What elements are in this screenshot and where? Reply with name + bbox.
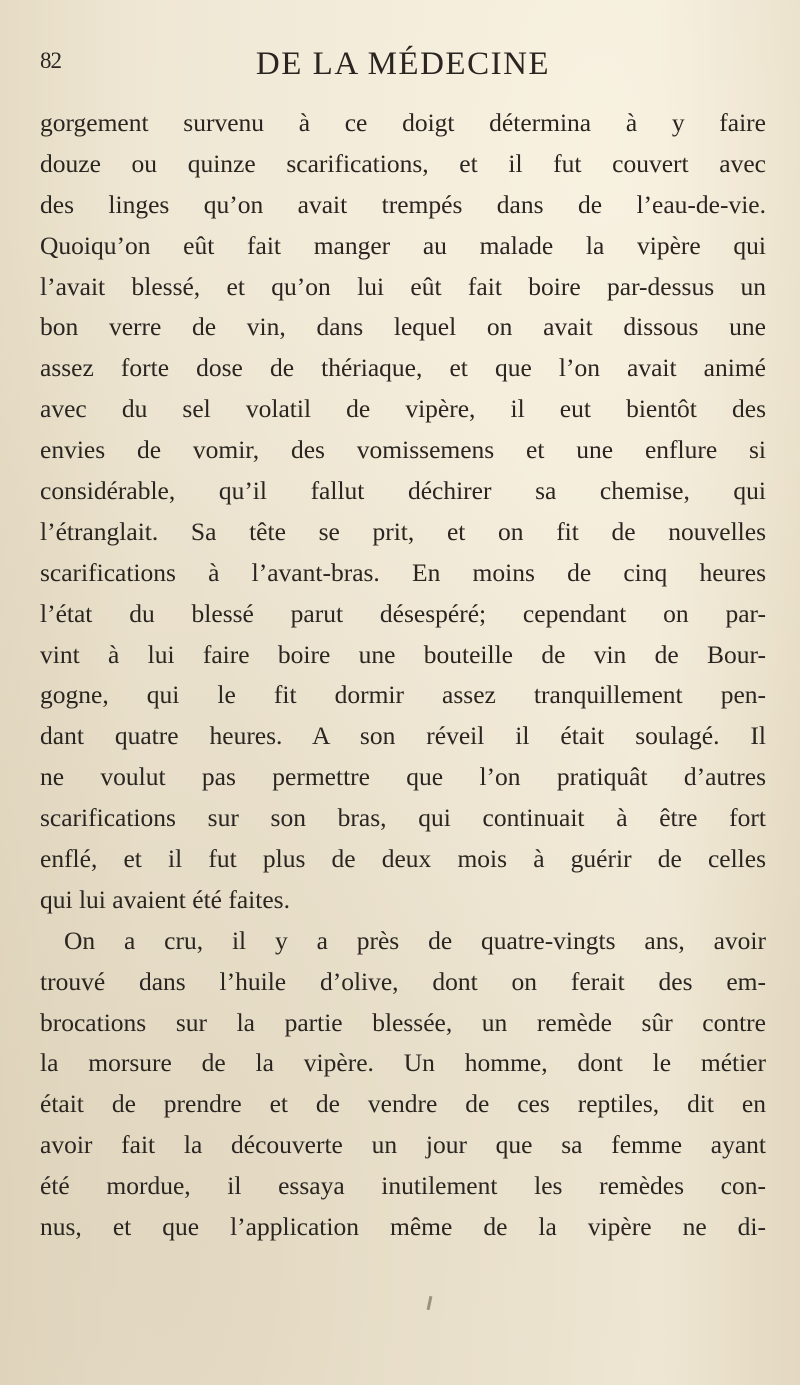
text-line: gorgement survenu à ce doigt détermina à y faire — [40, 108, 766, 137]
text-line: nus, et que l’application même de la vipère ne di- — [40, 1212, 766, 1242]
text-line: trouvé dans l’huile d’olive, dont on ferait des em- — [40, 966, 766, 996]
text-line: vint à lui faire boire une bouteille de vin de Bour- — [40, 639, 766, 669]
text-line: enflé, et il fut plus de deux mois à guérir de celles — [40, 844, 766, 874]
paragraph-end-line: qui lui avaient été faites. — [40, 884, 290, 914]
text-line: douze ou quinze scarifications, et il fut couvert avec — [40, 148, 766, 178]
text-line: était de prendre et de vendre de ces reptiles, dit en — [40, 1089, 766, 1119]
text-line: bon verre de vin, dans lequel on avait dissous une — [40, 312, 766, 342]
body-text — [40, 103, 766, 1248]
text-line: l’étranglait. Sa tête se prit, et on fit de nouvelles — [40, 516, 766, 546]
text-line: brocations sur la partie blessée, un remède sûr contre — [40, 1007, 766, 1037]
text-line: été mordue, il essaya inutilement les remèdes con- — [40, 1171, 766, 1201]
page-header — [40, 46, 760, 90]
text-line: dant quatre heures. A son réveil il était soulagé. Il — [40, 721, 766, 751]
text-line: avec du sel volatil de vipère, il eut bientôt des — [40, 394, 766, 424]
text-line: gogne, qui le fit dormir assez tranquillement pen- — [40, 680, 766, 710]
text-line: assez forte dose de thériaque, et que l’on avait animé — [40, 353, 766, 383]
running-head: DE LA MÉDECINE — [255, 46, 551, 82]
text-line: scarifications à l’avant-bras. En moins de cinq heures — [40, 557, 766, 587]
text-line: scarifications sur son bras, qui continuait à être fort — [40, 803, 766, 833]
text-line: l’avait blessé, et qu’on lui eût fait boire par-dessus un — [40, 271, 766, 301]
text-line: Quoiqu’on eût fait manger au malade la vipère qui — [40, 230, 766, 260]
text-line: ne voulut pas permettre que l’on pratiquât d’autres — [40, 762, 766, 792]
text-line: avoir fait la découverte un jour que sa femme ayant — [40, 1130, 766, 1160]
page-number: 82 — [40, 48, 61, 73]
text-line: des linges qu’on avait trempés dans de l’eau-de-vie. — [40, 189, 766, 219]
paragraph-start-line: On a cru, il y a près de quatre-vingts ans, avoir — [64, 925, 766, 955]
text-line: l’état du blessé parut désespéré; cependant on par- — [40, 598, 766, 628]
text-line: considérable, qu’il fallut déchirer sa chemise, qui — [40, 476, 766, 506]
ink-mark — [427, 1296, 433, 1310]
text-line: envies de vomir, des vomissemens et une enflure si — [40, 435, 766, 465]
text-line: la morsure de la vipère. Un homme, dont le métier — [40, 1048, 766, 1078]
